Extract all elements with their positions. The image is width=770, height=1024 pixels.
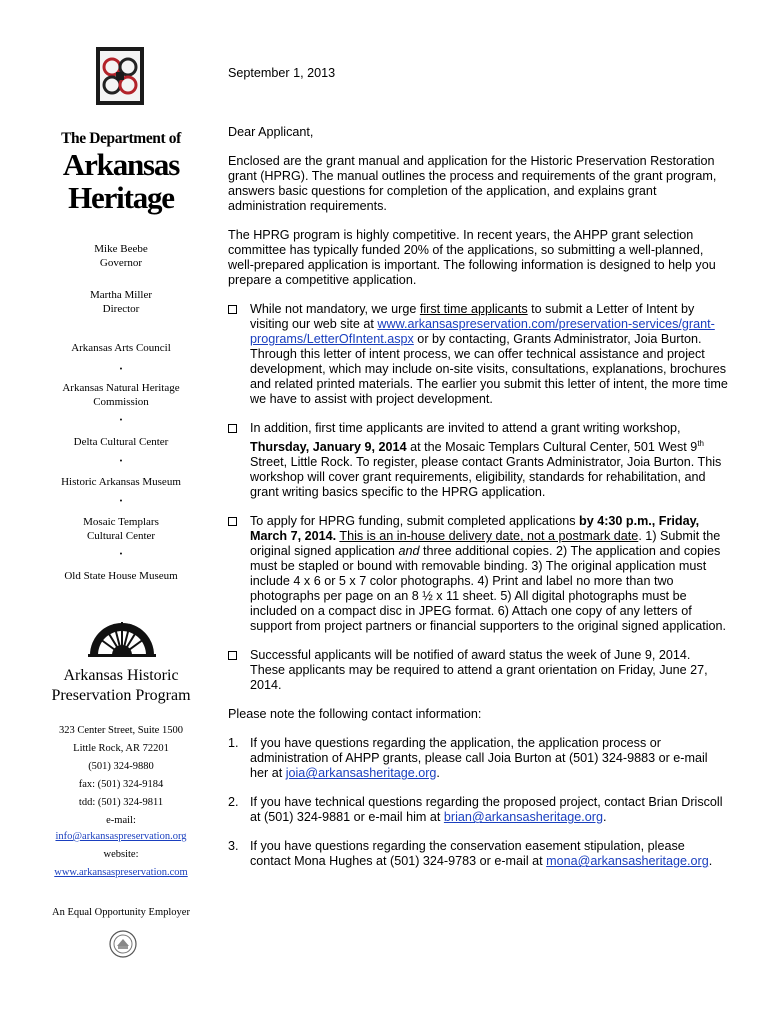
salutation: Dear Applicant, [228,125,314,139]
agency-historic-museum: Historic Arkansas Museum [61,476,181,488]
address-city: Little Rock, AR 72201 [73,743,169,754]
governor-title: Governor [99,257,143,269]
competitive-paragraph: The HPRG program is highly competitive. In recent years, the AHPP grant selection committee has typically funded 20% of the applications, so submitting a well-planned, well-prepared application is important. The following information is designed to help you prepare a competitive application. [228,228,716,287]
phone: (501) 324-9880 [88,761,154,772]
email-label: e-mail: [106,815,136,826]
department-prefix: The Department of [61,130,181,147]
contact-item-2: 2. If you have technical questions regarding the proposed project, contact Brian Driscoll at (501) 324-9881 or e-mail him at brian@arkansasheritage.org. [228,795,723,825]
bullet-apply: To apply for HPRG funding, submit completed applications by 4:30 p.m., Friday, March 7, 2014. This is an in-house delivery date, not a postmark date. 1) Submit the original signed application and three additional copies. 2) The application and copies must be stapled or bound with removable binding. 3) The original application must include 4 x 6 or 5 x 7 color photographs. 4) Print and label no more than two photographs per page on an 8 ½ x 11 sheet. 5) All digital photographs must be included on a compact disc in JPEG format. 6) Attach one copy of any letters of support from project partners or financial supporters to the original signed application. [228,514,728,634]
application-deadline: by 4:30 p.m., Friday, March 7, 2014. [250,514,700,544]
separator-dot: • [119,551,123,558]
agency-arts-council: Arkansas Arts Council [71,342,171,354]
intro-paragraph: Enclosed are the grant manual and application for the Historic Preservation Restoration grant (HPRG). The manual outlines the process and requirements of the grant program, answers basic questions for completion of the application, and explains grant administration requirements. [228,154,717,213]
email-link-wrap [30,830,212,843]
checkbox-icon [228,424,237,433]
agency-mosaic-templars-2: Cultural Center [86,530,156,542]
mona-email-link[interactable]: mona@arkansasheritage.org [546,854,709,869]
website-label: website: [103,849,139,860]
director-name: Martha Miller [89,289,152,301]
workshop-date: Thursday, January 9, 2014 [250,440,407,455]
agency-natural-heritage-2: Commission [93,396,149,408]
state-seal-icon [109,930,137,958]
agency-mosaic-templars: Mosaic Templars [83,516,159,528]
agency-old-state-house: Old State House Museum [64,570,178,582]
first-time-applicants: first time applicants [419,302,528,316]
letter-of-intent-link[interactable]: www.arkansaspreservation.com/preservation-services/grant-programs/LetterOfIntent.aspx [250,317,715,346]
website-link[interactable]: www.arkansaspreservation.com [54,867,188,878]
department-line-1: Arkansas [62,147,180,182]
checkbox-icon [228,651,237,660]
contact-intro: Please note the following contact information: [228,707,482,722]
website-link-wrap [30,866,212,879]
governor-name: Mike Beebe [94,243,148,255]
bullet-letter-of-intent: While not mandatory, we urge first time applicants to submit a Letter of Intent by visiting our web site at www.arkansaspreservation.com/preservation-services/grant-programs/LetterOfIntent.aspx or by contacting, Grants Administrator, Joia Burton. Through this letter of intent process, we can offer technical assistance and project development, which may include on-site visits, consultations, explanations, brochures and related printed materials. The earlier you submit this letter of intent, the more time we have to assist with project development. [228,302,728,407]
contact-item-3: 3. If you have questions regarding the conservation easement stipulation, please contact Mona Hughes at (501) 324-9783 or e-mail at mona@arkansasheritage.org. [228,839,713,869]
equal-opportunity: An Equal Opportunity Employer [52,907,190,918]
checkbox-icon [228,517,237,526]
fax: fax: (501) 324-9184 [78,779,164,790]
agency-natural-heritage: Arkansas Natural Heritage [62,382,180,394]
bullet-notification: Successful applicants will be notified of award status the week of June 9, 2014. These applicants may be required to attend a grant orientation on Friday, June 27, 2014. [228,648,728,693]
separator-dot: • [119,366,123,373]
department-logo [96,47,144,105]
delivery-note: This is an in-house delivery date, not a postmark date [339,529,639,544]
joia-email-link[interactable]: joia@arkansasheritage.org [285,766,437,781]
program-line-1: Arkansas Historic [63,667,179,684]
separator-dot: • [119,498,123,505]
letter-date: September 1, 2013 [228,66,336,80]
program-line-2: Preservation Program [51,687,191,704]
program-name [30,666,212,706]
contact-item-1: 1. If you have questions regarding the application, the application process or administration of AHPP grants, please call Joia Burton at (501) 324-9883 or e-mail her at joia@arkansasheritage.org. [228,736,708,781]
tdd: tdd: (501) 324-9811 [78,797,164,808]
brian-email-link[interactable]: brian@arkansasheritage.org [443,810,604,825]
letter-content [228,125,728,883]
bullet-workshop: In addition, first time applicants are invited to attend a grant writing workshop, Thursday, January 9, 2014 at the Mosaic Templars Cultural Center, 501 West 9th Street, Little Rock. To register, please contact Grants Administrator, Joia Burton. This workshop will cover grant requirements, eligibility, standards for rehabilitation, and grant writing basics specific to the HPRG application. [228,421,728,500]
separator-dot: • [119,417,123,424]
address-street: 323 Center Street, Suite 1500 [59,725,183,736]
department-name [30,130,212,214]
agency-delta-cultural: Delta Cultural Center [73,436,169,448]
checkbox-icon [228,305,237,314]
email-link[interactable]: info@arkansaspreservation.org [55,831,187,842]
separator-dot: • [119,458,123,465]
program-fanlight-logo [88,605,156,657]
director-title: Director [102,303,140,315]
department-line-2: Heritage [68,180,174,215]
